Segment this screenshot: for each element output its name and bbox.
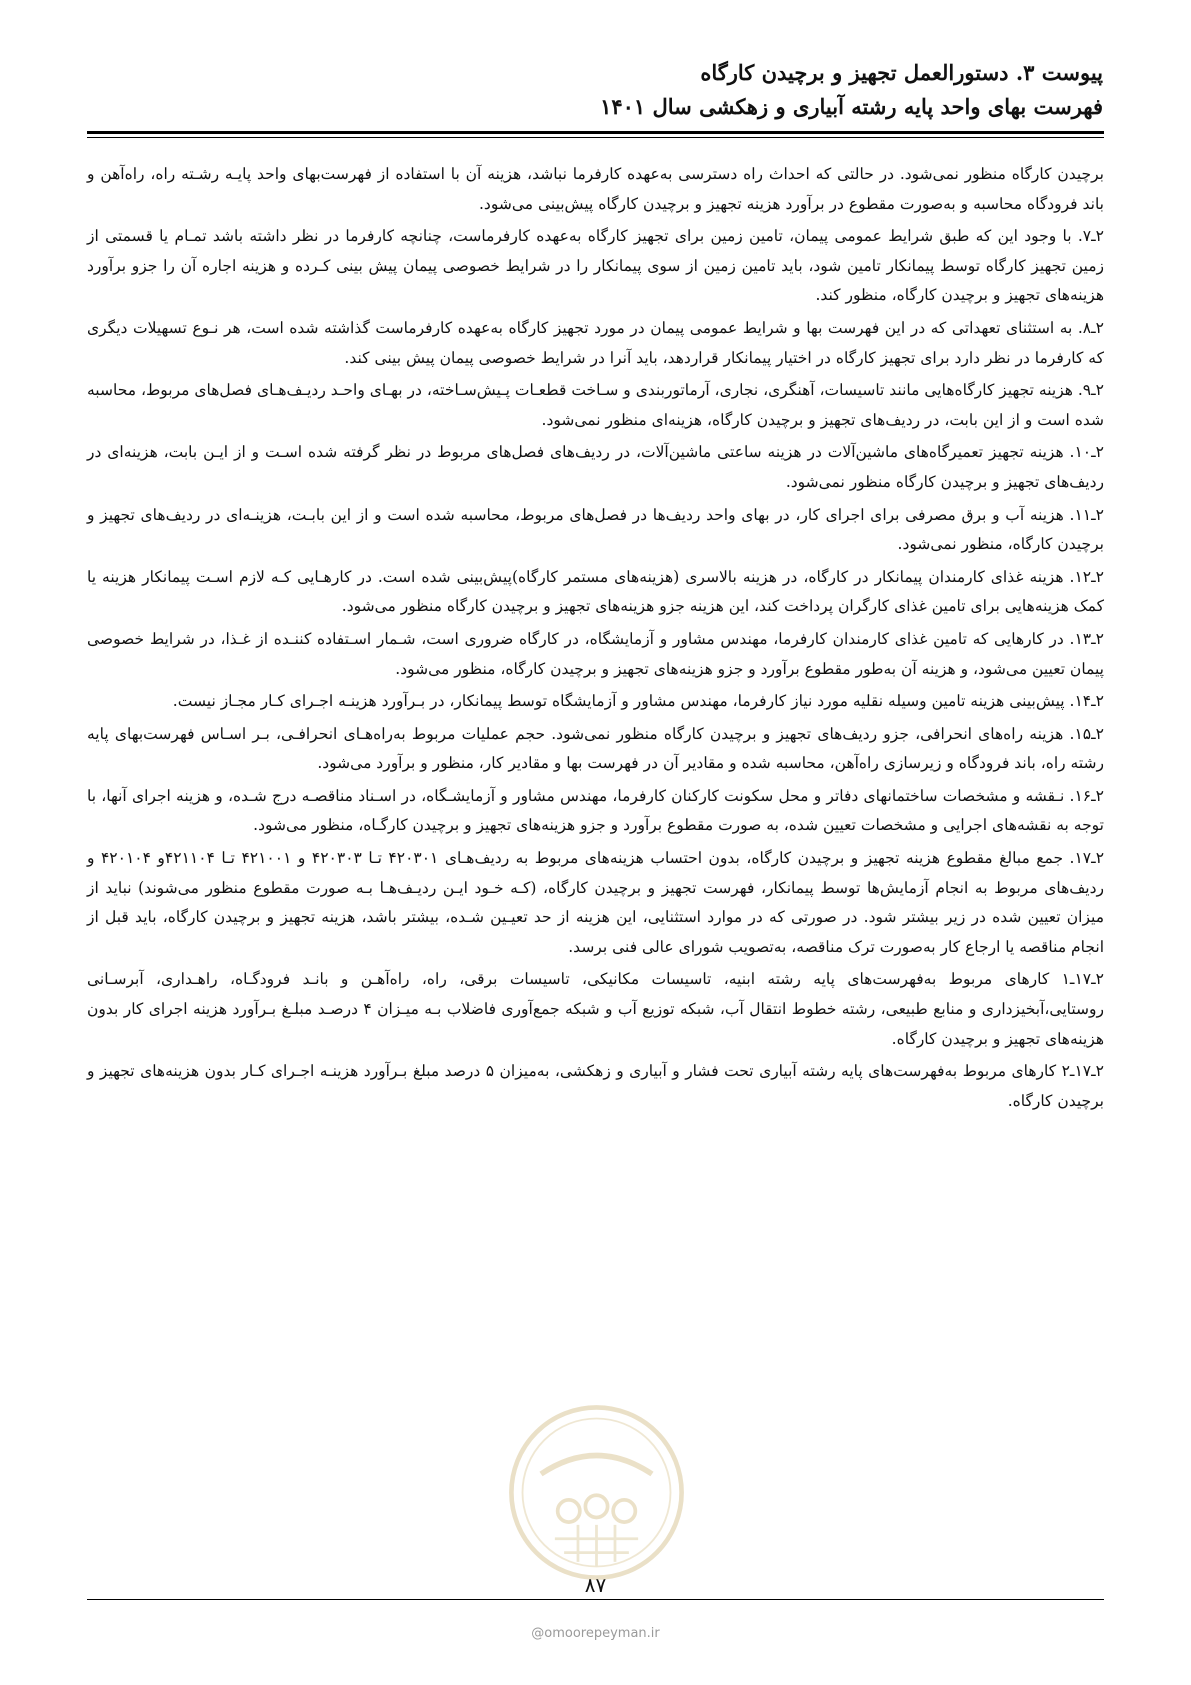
- paragraph: ۲ـ۱۳. در کارهایی که تامین غذای کارمندان کارفرما، مهندس مشاور و آزمایشگاه، در کارگاه ضروری است، شـمار اسـتفاده کننـده از غـذا، در شرایط خصوصی پیمان تعیین می‌شود، و هزینه آن به‌طور مقطوع برآورد و جزو هزینه‌های تجهیز و برچیدن کارگاه، منظور می‌شود.: [87, 629, 1104, 678]
- paragraph: ۲ـ۱۷. جمع مبالغ مقطوع هزینه تجهیز و برچیدن کارگاه، بدون احتساب هزینه‌های مربوط به ردیف‌هـای ۴۲۰۳۰۱ تـا ۴۲۰۳۰۳ و ۴۲۱۰۰۱ تـا ۴۲۱۱۰۴و ۴۲۰۱۰۴ و ردیف‌های مربوط به انجام آزمایش‌ها توسط پیمانکار، فهرست تجهیز و برچیدن کارگاه، (کـه خـود ایـن ردیـف‌هـا بـه صورت مقطوع منظور می‌شوند) نباید از میزان تعیین شده در زیر بیشتر شود. در صورتی که در موارد استثنایی، این هزینه از حد تعیـین شـده، بیشتر باشد، هزینه تجهیز و برچیدن کارگاه، باید قبل از انجام مناقصه یا ارجاع کار به‌صورت ترک مناقصه، به‌تصویب شورای عالی فنی برسد.: [87, 849, 1105, 956]
- paragraph: ۲ـ۱۱. هزینه آب و برق مصرفی برای اجرای کار، در بهای واحد ردیف‌ها در فصل‌های مربوط، محاسبه شده است و از این بابـت، هزینـه‌ای در ردیف‌های تجهیز و برچیدن کارگاه، منظور نمی‌شود.: [87, 505, 1104, 554]
- paragraph: ۲ـ۱۰. هزینه تجهیز تعمیرگاه‌های ماشین‌آلات در هزینه ساعتی ماشین‌آلات، در ردیف‌های فصل‌های مربوط در نظر گرفته شده اسـت و از ایـن بابت، هزینه‌ای در ردیف‌های تجهیز و برچیدن کارگاه منظور نمی‌شود.: [87, 443, 1104, 491]
- paragraph: برچیدن کارگاه منظور نمی‌شود. در حالتی که احداث راه دسترسی به‌عهده کارفرما نباشد، هزینه آن با استفاده از فهرست‌بهای واحد پایـه رشـته راه، راه‌آهن و باند فرودگاه محاسبه و به‌صورت مقطوع در برآورد هزینه تجهیز و برچیدن کارگاه پیش‌بینی می‌شود.: [87, 165, 1104, 213]
- paragraph: ۲ـ۸. به استثنای تعهداتی که در این فهرست بها و شرایط عمومی پیمان در مورد تجهیز کارگاه به‌عهده کارفرماست گذاشته شده است، هر نـوع تسهیلات دیگری که کارفرما در نظر دارد برای تجهیز کارگاه در اختیار پیمانکار قراردهد، باید آنرا در شرایط خصوصی پیمان پیش بینی کند.: [87, 318, 1104, 367]
- paragraph: ۲ـ۱۴. پیش‌بینی هزینه تامین وسیله نقلیه مورد نیاز کارفرما، مهندس مشاور و آزمایشگاه توسط پیمانکار، در بـرآورد هزینـه اجـرای کـار مجـاز نیست.: [172, 692, 1104, 711]
- footer-divider: [87, 1599, 1104, 1600]
- paragraph: ۲ـ۱۵. هزینه راه‌های انحرافی، جزو ردیف‌های تجهیز و برچیدن کارگاه منظور نمی‌شود. حجم عملیات مربوط به‌راه‌هـای انحرافـی، بـر اسـاس فهرست‌بهای پایه رشته راه، باند فرودگاه و زیرسازی راه‌آهن، محاسبه شده و مقادیر آن در فهرست بها و مقادیر کار، منظور و برآورد می‌شود.: [87, 724, 1104, 773]
- header-title: پیوست ۳. دستورالعمل تجهیز و برچیدن کارگاه: [700, 60, 1103, 85]
- paragraph: ۲ـ۹. هزینه تجهیز کارگاه‌هایی مانند تاسیسات، آهنگری، نجاری، آرماتوربندی و سـاخت قطعـات پـیش‌سـاخته، در بهـای واحـد ردیـف‌هـای فصل‌های مربوط، محاسبه شده است و از این بابت، در ردیف‌های تجهیز و برچیدن کارگاه، هزینه‌ای منظور نمی‌شود.: [87, 381, 1104, 429]
- paragraph: ۲ـ۷. با وجود این که طبق شرایط عمومی پیمان، تامین زمین برای تجهیز کارگاه به‌عهده کارفرماست، چنانچه کارفرما در نظر داشته باشد تمـام یا قسمتی از زمین تجهیز کارگاه توسط پیمانکار تامین شود، باید تامین زمین از سوی پیمانکار را در شرایط خصوصی پیمان پیش بینی کـرده و هزینه اجاره آن را جزو برآورد هزینه‌های تجهیز و برچیدن کارگاه، منظور کند.: [87, 227, 1104, 305]
- header-subtitle: فهرست بهای واحد پایه رشته آبیاری و زهکشی سال ۱۴۰۱: [600, 94, 1103, 119]
- website-watermark: @omoorepeyman.ir: [531, 1626, 660, 1641]
- page-number: ۸۷: [584, 1573, 607, 1597]
- watermark-seal-icon: [504, 1400, 689, 1585]
- paragraph: ۲ـ۱۷ـ۲ کارهای مربوط به‌فهرست‌های پایه رشته آبیاری تحت فشار و آبیاری و زهکشی، به‌میزان ۵ درصد مبلغ بـرآورد هزینـه اجـرای کـار بدون هزینه‌های تجهیز و برچیدن کارگاه.: [87, 1062, 1104, 1110]
- paragraph: ۲ـ۱۲. هزینه غذای کارمندان پیمانکار در کارگاه، در هزینه بالاسری (هزینه‌های مستمر کارگاه)پیش‌بینی شده است. در کارهـایی کـه لازم اسـت پیمانکار هزینه یا کمک هزینه‌هایی برای تامین غذای کارگران پرداخت کند، این هزینه جزو هزینه‌های تجهیز و برچیدن کارگاه منظور می‌شود.: [87, 567, 1104, 616]
- paragraph: ۲ـ۱۶. نـقشه و مشخصات ساختمانهای دفاتر و محل سکونت کارکنان کارفرما، مهندس مشاور و آزمایشـگاه، در اسـناد مناقصـه درج شـده، و هزینه اجرای آنها، با توجه به نقشه‌های اجرایی و مشخصات تعیین شده، به صورت مقطوع برآورد و جزو هزینه‌های تجهیز و برچیدن کارگـاه، منظور می‌شود.: [87, 786, 1104, 835]
- page-header: [87, 56, 1103, 124]
- paragraph: ۲ـ۱۷ـ۱ کارهای مربوط به‌فهرست‌های پایه رشته ابنیه، تاسیسات مکانیکی، تاسیسات برقی، راه، راه‌آهـن و بانـد فرودگـاه، راهـداری، آبرسـانی روستایی،آبخیزداری و منابع طبیعی، رشته خطوط انتقال آب، شبکه توزیع آب و شبکه جمع‌آوری فاضلاب بـه میـزان ۴ درصـد مبلـغ بـرآورد هزینه اجرای کار بدون هزینه‌های تجهیز و برچیدن کارگاه.: [87, 970, 1104, 1048]
- header-divider: [87, 131, 1104, 138]
- body-text: [87, 160, 1104, 1119]
